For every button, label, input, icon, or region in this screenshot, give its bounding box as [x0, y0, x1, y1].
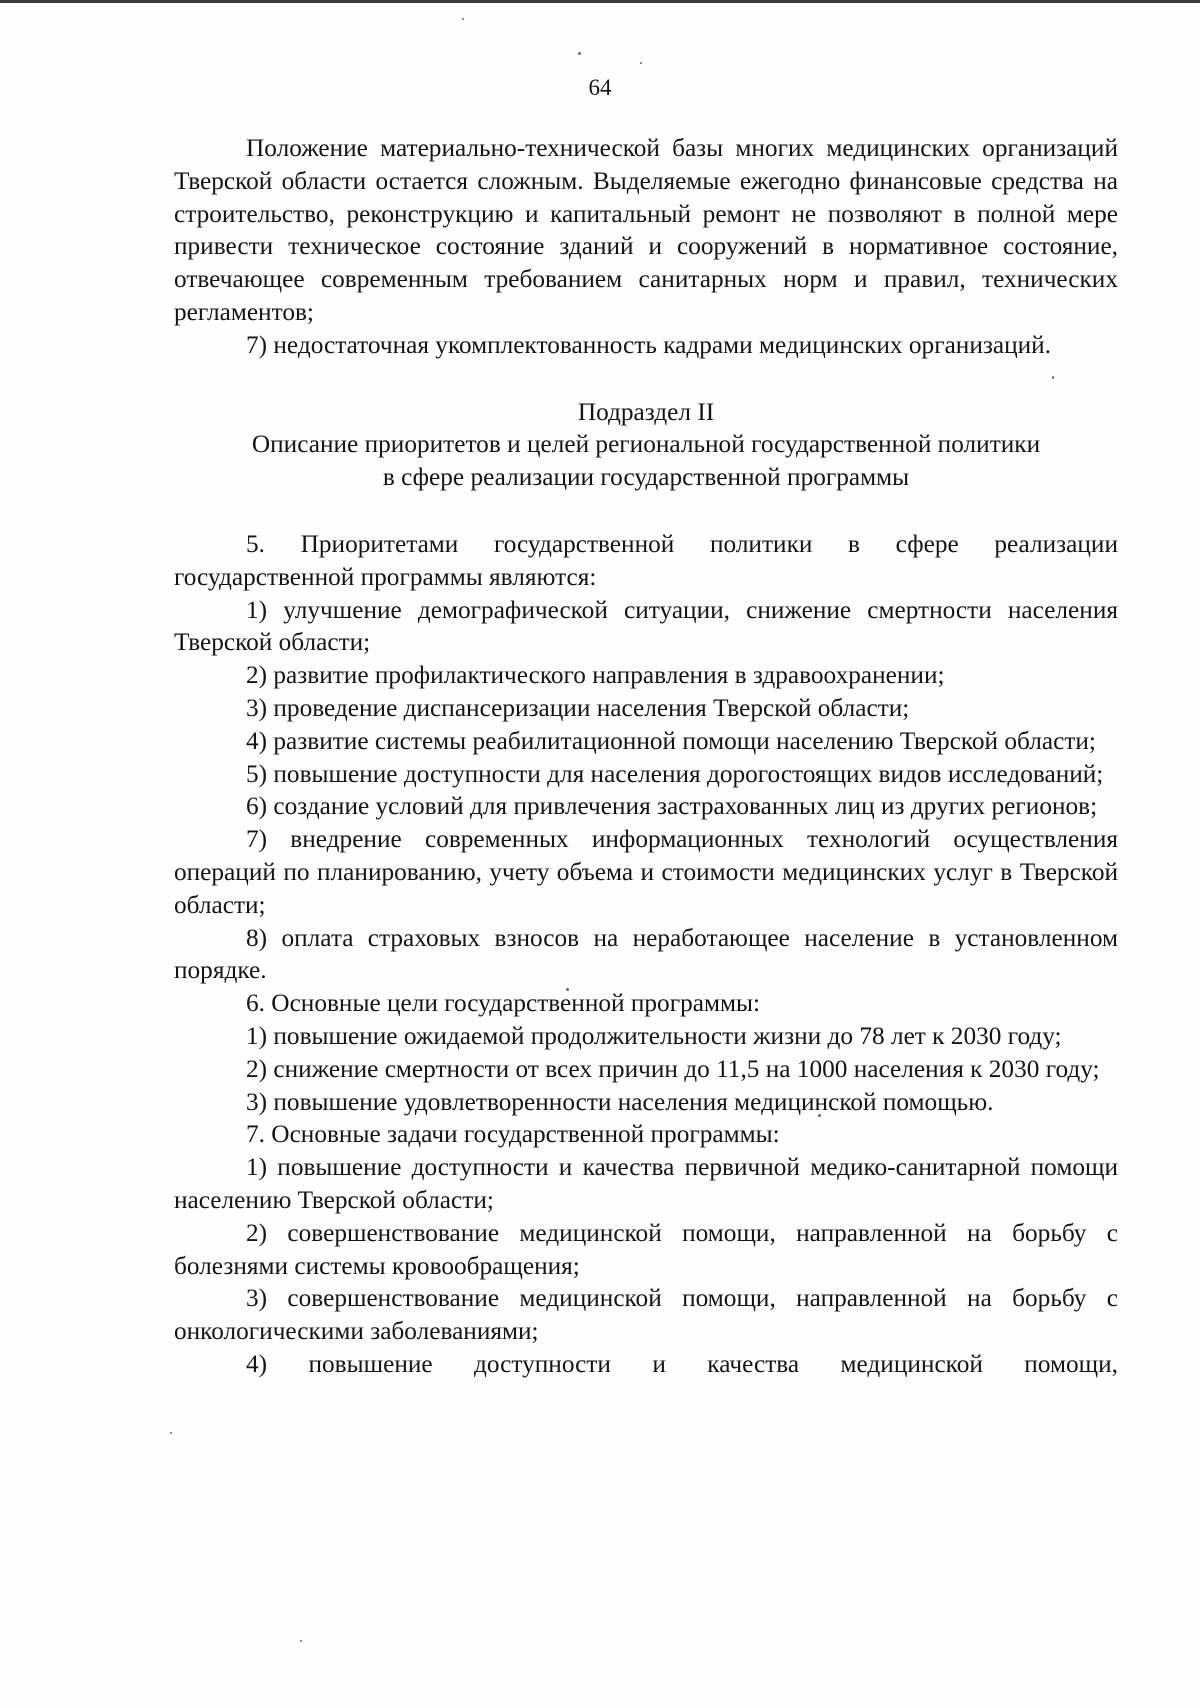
- body-paragraph: 8) оплата страховых взносов на неработающее население в установленном порядке.: [174, 923, 1118, 985]
- scan-speck: [578, 52, 581, 55]
- scan-speck: [170, 1432, 172, 1434]
- body-paragraph: 1) повышение ожидаемой продолжительности жизни до 78 лет к 2030 году;: [246, 1021, 1062, 1050]
- body-paragraph: 7) внедрение современных информационных технологий осуществления операций по планированию, учету объема и стоимости медицинских услуг в Тверской области;: [174, 825, 1118, 919]
- body-paragraph: 5. Приоритетами государственной политики в сфере реализации государственной программы являются:: [174, 529, 1118, 591]
- body-paragraph: 6. Основные цели государственной программы:: [246, 989, 761, 1018]
- scan-speck: [300, 1640, 302, 1642]
- body-paragraph: 6) создание условий для привлечения застрахованных лиц из других регионов;: [246, 792, 1098, 821]
- document-body: [174, 132, 1118, 1381]
- body-paragraph: 1) улучшение демографической ситуации, снижение смертности населения Тверской области;: [174, 595, 1118, 657]
- subsection-label: Подраздел II: [577, 397, 715, 426]
- body-paragraph: 2) развитие профилактического направления в здравоохранении;: [246, 661, 945, 690]
- body-paragraph: 3) проведение диспансеризации населения Тверской области;: [246, 693, 910, 722]
- subsection-title-line-2: в сфере реализации государственной программы: [382, 463, 910, 492]
- subsection-title-line-1: Описание приоритетов и целей региональной государственной политики: [251, 430, 1041, 459]
- scan-speck: [462, 18, 464, 20]
- body-paragraph: 3) повышение удовлетворенности населения медицинской помощью.: [246, 1087, 994, 1116]
- scan-speck: [640, 62, 642, 64]
- body-paragraph: 2) снижение смертности от всех причин до 11,5 на 1000 населения к 2030 году;: [246, 1054, 1100, 1083]
- body-paragraph: 7. Основные задачи государственной программы:: [246, 1120, 780, 1149]
- intro-paragraph: Положение материально-технической базы многих медицинских организаций Тверской области остается сложным. Выделяемые ежегодно финансовые средства на строительство, реконструкцию и капитальный ремонт не позволяют в полной мере привести техническое состояние зданий и сооружений в нормативное состояние, отвечающее современным требованием санитарных норм и правил, технических регламентов;: [174, 134, 1118, 326]
- body-paragraph: 4) повышение доступности и качества медицинской помощи,: [246, 1349, 1118, 1378]
- body-paragraph: 1) повышение доступности и качества первичной медико-санитарной помощи населению Тверской области;: [174, 1153, 1118, 1214]
- page-number: 64: [588, 75, 612, 100]
- intro-paragraph: 7) недостаточная укомплектованность кадрами медицинских организаций.: [246, 330, 1052, 359]
- scan-top-edge: [0, 0, 1200, 3]
- body-paragraph: 4) развитие системы реабилитационной помощи населению Тверской области;: [246, 726, 1096, 755]
- body-paragraph: 3) совершенствование медицинской помощи, направленной на борьбу с онкологическими заболеваниями;: [174, 1284, 1118, 1346]
- body-paragraph: 5) повышение доступности для населения дорогостоящих видов исследований;: [246, 759, 1104, 788]
- body-paragraph: 2) совершенствование медицинской помощи, направленной на борьбу с болезнями системы кровообращения;: [174, 1218, 1118, 1280]
